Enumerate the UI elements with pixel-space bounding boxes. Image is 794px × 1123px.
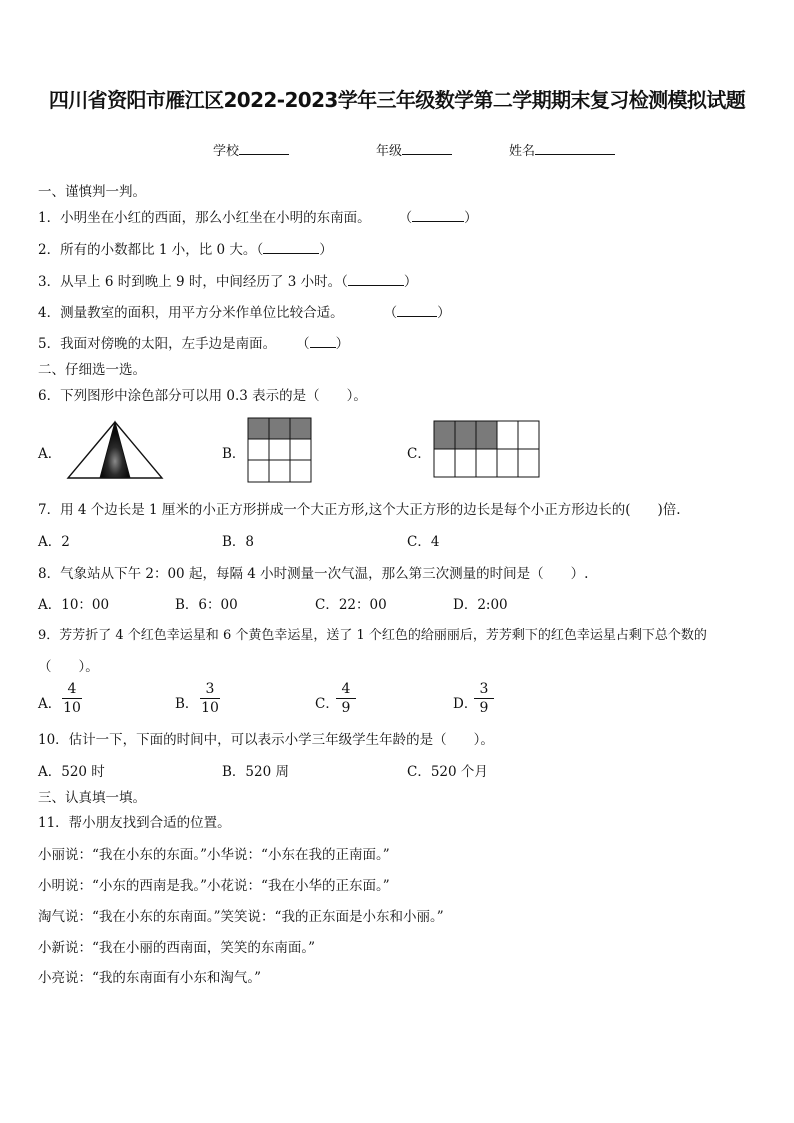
q11-statement-3: 淘气说：“我在小东的东南面。”笑笑说：“我的正东面是小东和小丽。” (38, 909, 444, 925)
question-11: 11．帮小朋友找到合适的位置。 (38, 815, 231, 831)
q7-option-a[interactable]: A．2 (38, 534, 70, 550)
answer-blank[interactable] (263, 241, 319, 254)
grade-field[interactable] (376, 140, 452, 159)
answer-blank[interactable] (412, 209, 464, 222)
question-2: 2．所有的小数都比 1 小，比 0 大。（ ） (38, 242, 333, 258)
name-blank[interactable] (535, 141, 615, 155)
q8-option-d[interactable]: D．2:00 (453, 597, 508, 613)
triangle-shaded-part (100, 422, 130, 478)
grade-blank[interactable] (402, 141, 452, 155)
name-label: 姓名 (509, 144, 536, 159)
question-4: 4．测量教室的面积，用平方分米作单位比较合适。 （ ） (38, 305, 451, 321)
school-field[interactable] (213, 140, 289, 159)
name-field[interactable] (509, 140, 615, 159)
question-9: 9．芳芳折了 4 个红色幸运星和 6 个黄色幸运星，送了 1 个红色的给丽丽后，芳芳剩下的红色幸运星占剩下总个数的 (38, 628, 707, 643)
triangle-figure (66, 420, 164, 480)
q10-option-b[interactable]: B．520 周 (222, 764, 289, 780)
q10-option-a[interactable]: A．520 时 (38, 764, 105, 780)
q11-statement-1: 小丽说：“我在小东的东面。”小华说：“小东在我的正南面。” (38, 847, 390, 863)
q6-option-c-label[interactable]: C． (407, 446, 431, 462)
q8-option-c[interactable]: C．22：00 (315, 597, 387, 613)
q11-statement-4: 小新说：“我在小丽的西南面，笑笑的东南面。” (38, 940, 316, 956)
section-heading-3: 三、认真填一填。 (38, 790, 146, 806)
q9-fraction-c: 4 9 (336, 681, 356, 716)
q9-option-d-label[interactable]: D． (453, 696, 478, 712)
answer-blank[interactable] (348, 273, 404, 286)
q11-statement-2: 小明说：“小东的西南是我。”小花说：“我在小华的正东面。” (38, 878, 390, 894)
q9-fraction-a: 4 10 (63, 681, 81, 716)
q9-option-b-label[interactable]: B． (175, 696, 199, 712)
answer-blank[interactable] (397, 304, 437, 317)
q8-option-b[interactable]: B．6：00 (175, 597, 238, 613)
section-heading-2: 二、仔细选一选。 (38, 362, 146, 378)
question-9-blank: （ ）。 (38, 659, 99, 675)
grade-label: 年级 (376, 144, 403, 159)
question-10: 10．估计一下，下面的时间中，可以表示小学三年级学生年龄的是（ ）。 (38, 732, 494, 748)
q9-fraction-b: 3 10 (201, 681, 219, 716)
q8-option-a[interactable]: A．10：00 (38, 597, 110, 613)
question-6: 6．下列图形中涂色部分可以用 0.3 表示的是（ ）。 (38, 388, 367, 404)
question-1: 1．小明坐在小红的西面，那么小红坐在小明的东南面。 （ ） (38, 210, 478, 226)
q6-option-b-label[interactable]: B． (222, 446, 246, 462)
q6-option-a-label[interactable]: A． (38, 446, 62, 462)
grid-3x3-figure (247, 417, 313, 485)
q7-option-c[interactable]: C．4 (407, 534, 440, 550)
grid-shaded-row (248, 418, 311, 439)
grid-5x2-figure (433, 420, 541, 478)
question-7: 7．用 4 个边长是 1 厘米的小正方形拼成一个大正方形,这个大正方形的边长是每个小正方形边长的( )倍. (38, 502, 681, 518)
grid-shaded-cells (434, 421, 497, 449)
q9-fraction-d: 3 9 (474, 681, 494, 716)
answer-blank[interactable] (310, 335, 336, 348)
q11-statement-5: 小亮说：“我的东南面有小东和淘气。” (38, 970, 262, 986)
q9-option-a-label[interactable]: A． (38, 696, 62, 712)
question-8: 8．气象站从下午 2：00 起，每隔 4 小时测量一次气温，那么第三次测量的时间是（ ）. (38, 566, 589, 582)
q9-option-c-label[interactable]: C． (315, 696, 339, 712)
question-5: 5．我面对傍晚的太阳，左手边是南面。 （ ） (38, 336, 350, 352)
q7-option-b[interactable]: B．8 (222, 534, 255, 550)
school-label: 学校 (213, 144, 240, 159)
page-title: 四川省资阳市雁江区2022-2023学年三年级数学第二学期期末复习检测模拟试题 (48, 88, 746, 112)
section-heading-1: 一、谨慎判一判。 (38, 184, 146, 200)
question-3: 3．从早上 6 时到晚上 9 时，中间经历了 3 小时。（ ） (38, 274, 418, 290)
school-blank[interactable] (239, 141, 289, 155)
q10-option-c[interactable]: C．520 个月 (407, 764, 488, 780)
